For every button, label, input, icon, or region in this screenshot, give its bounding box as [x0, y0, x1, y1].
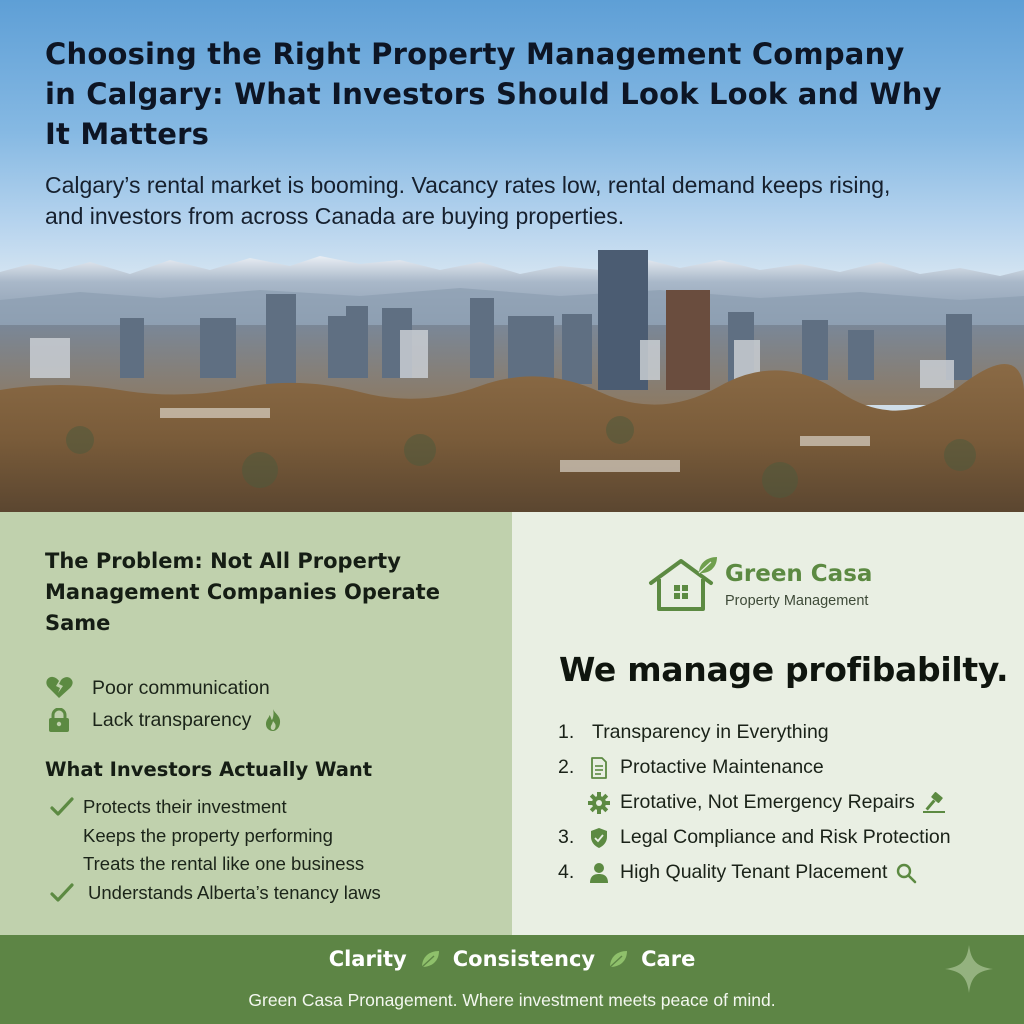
value-word: Care — [641, 947, 696, 971]
hammer-icon — [923, 792, 945, 814]
checkmark-icon — [50, 882, 74, 904]
magnifier-icon — [895, 862, 917, 884]
list-item — [558, 820, 1008, 855]
brand-logo — [647, 555, 907, 615]
problem-list — [45, 672, 485, 736]
gear-icon — [588, 792, 610, 814]
list-item-label: Erotative, Not Emergency Repairs — [620, 791, 915, 813]
value-word: Consistency — [452, 947, 596, 971]
list-item — [45, 672, 485, 704]
list-item — [50, 850, 490, 879]
calgary-skyline-image — [0, 240, 1024, 512]
brand-tagline: Property Management — [725, 593, 869, 609]
sparkle-icon — [943, 943, 995, 995]
list-item-number: 2. — [558, 756, 575, 778]
document-icon — [588, 757, 610, 779]
brand-name: Green Casa — [725, 561, 873, 587]
solution-panel — [512, 512, 1024, 935]
page-title: Choosing the Right Property Management Company in Calgary: What Investors Should Look Look and Why It Matters — [45, 37, 942, 151]
list-item — [558, 855, 1008, 890]
checkmark-icon — [50, 796, 74, 818]
list-item-number: 4. — [558, 861, 575, 883]
brand-values — [0, 947, 1024, 971]
list-item-number: 1. — [558, 721, 575, 743]
list-item-label: Understands Alberta’s tenancy laws — [88, 881, 381, 903]
leaf-icon — [607, 948, 629, 970]
value-word: Clarity — [328, 947, 407, 971]
problem-panel — [0, 512, 512, 935]
flame-icon — [261, 708, 285, 732]
house-leaf-icon — [647, 555, 719, 613]
wants-list — [50, 793, 490, 907]
list-item — [50, 793, 490, 822]
list-item-label: High Quality Tenant Placement — [620, 861, 888, 883]
wants-heading: What Investors Actually Want — [45, 758, 373, 781]
problem-heading: The Problem: Not All Property Management Companies Operate Same — [45, 549, 440, 635]
value-proposition-heading: We manage profibabilty. — [559, 650, 1009, 689]
hero-subtitle: Calgary’s rental market is booming. Vacancy rates low, rental demand keeps rising, and investors from across Canada are buying properties. — [45, 172, 891, 229]
person-icon — [588, 862, 610, 884]
list-item-label: Protactive Maintenance — [620, 756, 824, 778]
list-item — [50, 822, 490, 851]
list-item-label: Treats the rental like one business — [83, 853, 365, 875]
list-item-label: Legal Compliance and Risk Protection — [620, 826, 951, 848]
list-item — [45, 704, 485, 736]
list-item-label: Protects their investment — [83, 796, 287, 818]
list-item — [558, 750, 1008, 785]
footer-banner — [0, 935, 1024, 1024]
services-list — [558, 715, 1008, 890]
list-item — [50, 879, 490, 908]
list-item-label: Lack transparency — [92, 708, 252, 731]
footer-slogan: Green Casa Pronagement. Where investment meets peace of mind. — [248, 990, 776, 1010]
broken-heart-icon — [45, 676, 73, 700]
shield-icon — [588, 827, 610, 849]
list-item-label: Poor communication — [92, 676, 270, 699]
leaf-icon — [419, 948, 441, 970]
lock-icon — [45, 708, 73, 732]
list-item — [558, 715, 1008, 750]
list-item-label: Keeps the property performing — [83, 824, 333, 846]
list-item — [558, 785, 1008, 820]
list-item-label: Transparency in Everything — [592, 721, 829, 743]
list-item-number: 3. — [558, 826, 575, 848]
